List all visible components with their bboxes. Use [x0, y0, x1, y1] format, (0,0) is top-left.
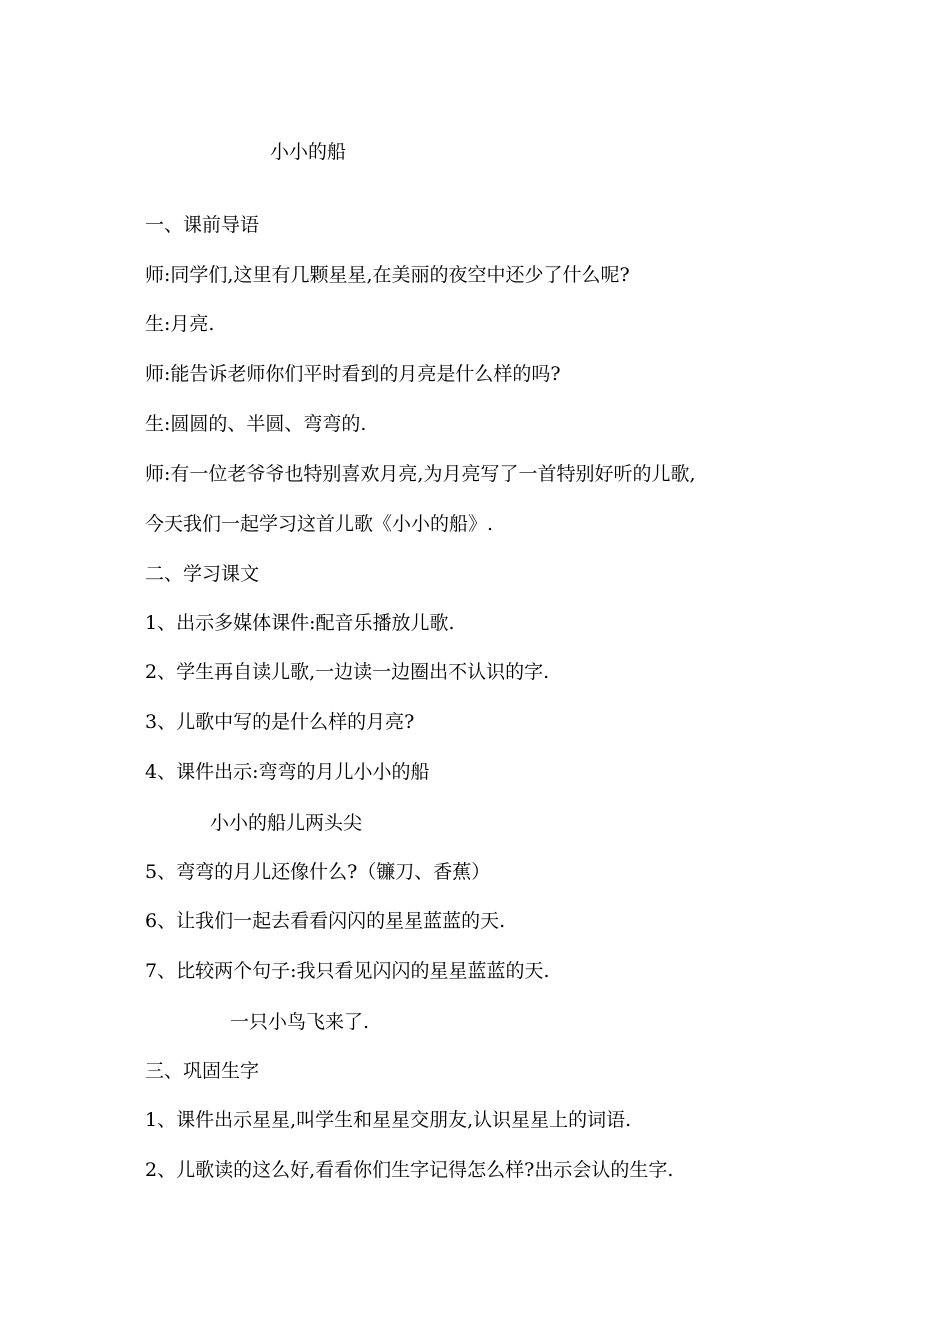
list-item-continuation: 一只小鸟飞来了.: [230, 1011, 370, 1033]
list-item: 4、课件出示:弯弯的月儿小小的船: [145, 761, 430, 783]
list-item: 2、儿歌读的这么好,看看你们生字记得怎么样?出示会认的生字.: [145, 1159, 674, 1181]
text-line: 师:同学们,这里有几颗星星,在美丽的夜空中还少了什么呢?: [145, 264, 630, 286]
list-item: 6、让我们一起去看看闪闪的星星蓝蓝的天.: [145, 910, 506, 932]
list-item: 2、学生再自读儿歌,一边读一边圈出不认识的字.: [145, 661, 550, 683]
list-item-continuation: 小小的船儿两头尖: [210, 812, 363, 834]
section-heading-3: 三、巩固生字: [145, 1060, 260, 1082]
list-item: 1、课件出示星星,叫学生和星星交朋友,认识星星上的词语.: [145, 1109, 632, 1131]
section-heading-2: 二、学习课文: [145, 563, 260, 585]
text-line: 生:圆圆的、半圆、弯弯的.: [145, 413, 367, 435]
text-line: 今天我们一起学习这首儿歌《小小的船》.: [145, 513, 494, 535]
text-line: 师:有一位老爷爷也特别喜欢月亮,为月亮写了一首特别好听的儿歌,: [145, 463, 696, 485]
list-item: 5、弯弯的月儿还像什么?（镰刀、香蕉）: [145, 861, 491, 883]
list-item: 1、出示多媒体课件:配音乐播放儿歌.: [145, 612, 455, 634]
text-line: 生:月亮.: [145, 313, 215, 335]
list-item: 7、比较两个句子:我只看见闪闪的星星蓝蓝的天.: [145, 960, 550, 982]
section-heading-1: 一、课前导语: [145, 214, 260, 236]
page-title: 小小的船: [270, 141, 347, 163]
text-line: 师:能告诉老师你们平时看到的月亮是什么样的吗?: [145, 363, 561, 385]
list-item: 3、儿歌中写的是什么样的月亮?: [145, 711, 415, 733]
